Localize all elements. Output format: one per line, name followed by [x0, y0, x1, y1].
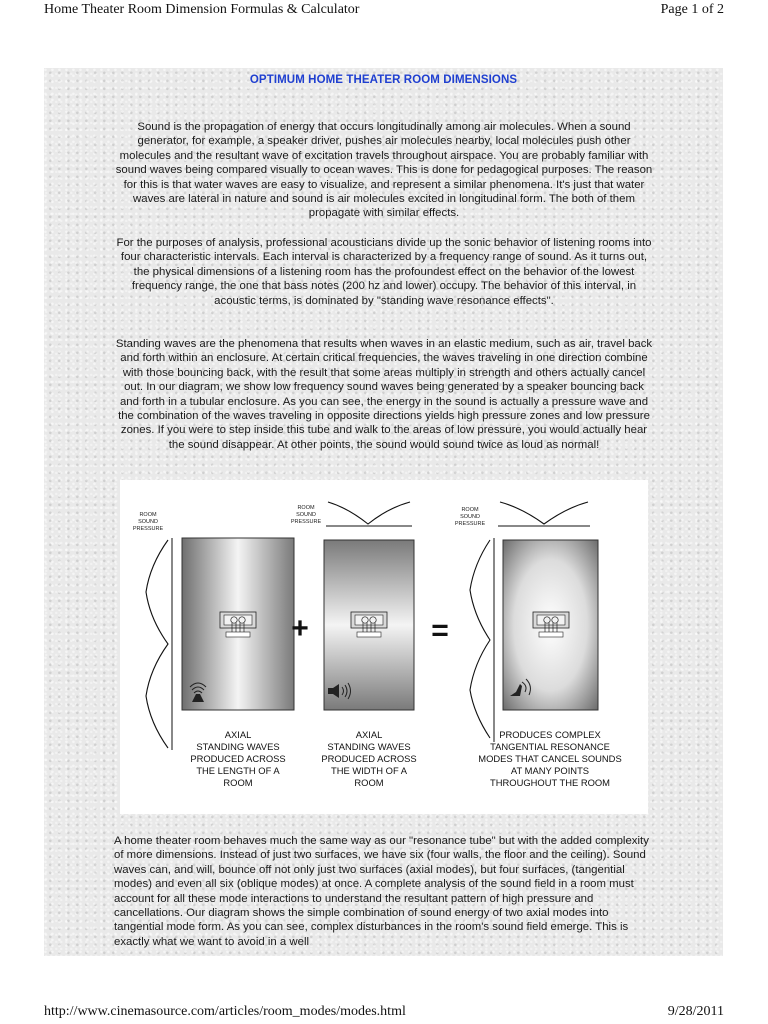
- caption-line: MODES THAT CANCEL SOUNDS: [478, 753, 622, 764]
- caption-line: AXIAL: [355, 729, 383, 740]
- caption-line: PRODUCES COMPLEX: [499, 729, 601, 740]
- page-number: Page 1 of 2: [660, 2, 724, 17]
- pressure-label-line: ROOM: [297, 505, 315, 511]
- caption-length: [190, 729, 285, 788]
- pressure-label-line: SOUND: [460, 514, 480, 520]
- equals-operator: =: [431, 614, 449, 647]
- caption-width: [321, 729, 416, 788]
- caption-line: PRODUCED ACROSS: [321, 753, 417, 764]
- caption-line: THE WIDTH OF A: [330, 765, 408, 776]
- caption-line: THROUGHOUT THE ROOM: [490, 777, 610, 788]
- caption-line: THE LENGTH OF A: [196, 765, 280, 776]
- source-url[interactable]: http://www.cinemasource.com/articles/room_modes/modes.html: [44, 1004, 406, 1019]
- print-date: 9/28/2011: [667, 1004, 724, 1019]
- pressure-label-line: SOUND: [296, 512, 316, 518]
- caption-line: STANDING WAVES: [327, 741, 411, 752]
- paragraph-room-modes: A home theater room behaves much the same way as our "resonance tube" but with the added complexity of more dimensions. Instead of just two surfaces, we have six (four walls, the floor and the ceiling). Sound waves can, and will, bounce off not only just two surfaces (axial modes), but four surfaces, (tangential modes) and even all six (oblique modes) at once. A complete analysis of the sound field in a room must account for all these mode interactions to understand the resultant pattern of high pressure and cancellations. Our diagram shows the simple combination of sound energy of two axial modes into tangential mode form. As you can see, complex disturbances in the room's sound field emerge. This is exactly what we want to avoid in a well: [114, 835, 649, 948]
- pressure-label-1: [133, 512, 164, 532]
- paragraph-standing-waves: Standing waves are the phenomena that results when waves in an elastic medium, such as air, travel back and forth within an enclosure. At certain critical frequencies, the waves traveling in one direction combine with those bouncing back, with the result that some areas multiply in strength and others actually cancel out. In our diagram, we show low frequency sound waves being generated by a speaker bouncing back and forth in a tubular enclosure. As you can see, the energy in the sound is actually a pressure wave and the combination of the waves traveling in opposite directions yields high pressure zones and low pressure zones. If you were to step inside this tube and walk to the areas of low pressure, you would actually hear the sound disappear. At other points, the sound would sound twice as loud as normal!: [115, 338, 653, 451]
- pressure-label-line: SOUND: [138, 519, 158, 525]
- paragraph-sound-propagation: Sound is the propagation of energy that occurs longitudinally among air molecules. When a sound generator, for example, a speaker driver, pushes air molecules nearby, local molecules push other molecules and the resultant wave of excitation travels throughout airspace. You are probably familiar with sound waves being compared visually to ocean waves. This is done for pedagogical purposes. The reason for this is that water waves are easy to visualize, and represent a similar phenomena. It's just that water waves are lateral in nature and sound is air molecules excited in longitudinal form. The both of them propagate with similar effects.: [115, 121, 653, 220]
- caption-line: ROOM: [223, 777, 253, 788]
- pressure-curve-horizontal-2: [328, 502, 410, 524]
- print-footer: [0, 1000, 768, 1024]
- caption-line: ROOM: [354, 777, 384, 788]
- pressure-curve-vertical-1: [146, 540, 168, 748]
- article-title: OPTIMUM HOME THEATER ROOM DIMENSIONS: [249, 74, 518, 86]
- pressure-label-line: PRESSURE: [132, 526, 164, 532]
- article-panel: [44, 68, 723, 956]
- pressure-label-2: [291, 505, 322, 525]
- caption-line: TANGENTIAL RESONANCE: [490, 741, 610, 752]
- pressure-label-3: [455, 507, 486, 527]
- pressure-curve-horizontal-3: [500, 502, 588, 524]
- pressure-label-line: ROOM: [461, 507, 479, 513]
- pressure-label-line: ROOM: [139, 512, 157, 518]
- plus-operator: +: [291, 612, 309, 645]
- pressure-curve-vertical-3: [470, 540, 490, 738]
- standing-wave-diagram: [120, 480, 648, 814]
- pressure-label-line: PRESSURE: [290, 519, 322, 525]
- caption-line: PRODUCED ACROSS: [190, 753, 286, 764]
- caption-combined: [478, 729, 621, 788]
- caption-line: STANDING WAVES: [196, 741, 280, 752]
- print-header: [0, 0, 768, 24]
- pressure-label-line: PRESSURE: [454, 521, 486, 527]
- document-title: Home Theater Room Dimension Formulas & Calculator: [44, 2, 360, 17]
- caption-line: AT MANY POINTS: [510, 765, 590, 776]
- caption-line: AXIAL: [224, 729, 252, 740]
- paragraph-analysis-intervals: For the purposes of analysis, professional acousticians divide up the sonic behavior of listening rooms into four characteristic intervals. Each interval is characterized by a frequency range of sound. As it turns out, the physical dimensions of a listening room has the profoundest effect on the behavior of the lowest frequency range, the one that bass notes (200 hz and lower) occupy. The behavior of this interval, in acoustic terms, is dominated by "standing wave resonance effects".: [116, 237, 652, 307]
